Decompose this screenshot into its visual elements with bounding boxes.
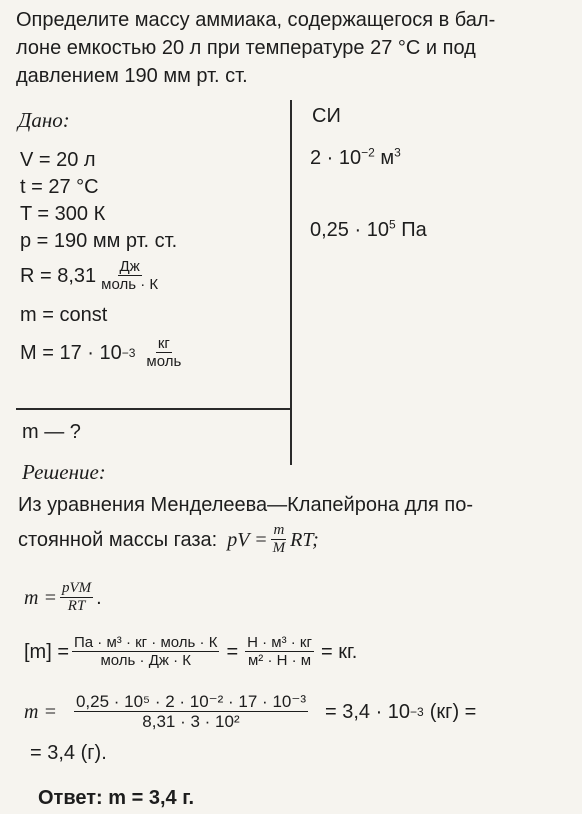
gas-constant-unit	[99, 258, 160, 293]
solution-line-2-prefix: стоянной массы газа:	[18, 528, 218, 551]
si-heading: СИ	[312, 105, 341, 127]
gas-constant-unit-den: моль · К	[101, 276, 159, 293]
si-volume-unit-exp: 3	[394, 145, 401, 160]
answer	[38, 786, 194, 810]
gas-constant-value: R = 8,31	[20, 264, 97, 287]
mass-formula-tail: .	[96, 586, 102, 609]
vertical-divider	[290, 100, 292, 465]
answer-value: m = 3,4 г.	[108, 787, 195, 809]
mass-formula-left: m =	[24, 586, 57, 609]
calculation-den: 8,31 · 3 · 10²	[142, 712, 240, 731]
si-volume	[310, 146, 401, 170]
molar-mass-unit-den: моль	[146, 353, 182, 370]
calculation-unit: (кг) =	[429, 700, 477, 723]
given-pressure: p = 190 мм рт. ст.	[20, 230, 178, 252]
si-pressure-unit: Па	[401, 219, 427, 241]
answer-label: Ответ:	[38, 787, 103, 809]
mass-formula-den: RT	[67, 598, 86, 614]
unit-check	[24, 634, 357, 669]
si-pressure-exp: 5	[388, 217, 396, 232]
unit-check-fraction-2	[245, 634, 314, 669]
find-mass	[22, 420, 81, 444]
horizontal-divider	[16, 408, 292, 410]
solution-line-1: Из уравнения Менделеева—Клапейрона для по-	[18, 494, 474, 516]
molar-mass-unit	[144, 335, 183, 370]
molar-mass-unit-num: кг	[157, 335, 170, 352]
solution-line-2	[18, 522, 319, 557]
problem-line-1: Определите массу аммиака, содержащегося в бал-	[16, 9, 496, 31]
ideal-gas-eq-left: pV =	[227, 528, 268, 551]
problem-line-3: давлением 190 мм рт. ст.	[16, 65, 248, 87]
given-temperature-kelvin: T = 300 К	[20, 203, 106, 225]
find-mass-text: m — ?	[22, 421, 81, 443]
mass-formula-fraction	[60, 580, 93, 615]
given-temperature-celsius: t = 27 °С	[20, 176, 99, 198]
si-volume-base: 2 · 10	[310, 147, 362, 169]
unit-check-den-1: моль · Дж · К	[100, 652, 191, 669]
calculation-result: = 3,4 · 10	[324, 700, 411, 723]
molar-mass-value: M = 17 · 10	[20, 341, 122, 364]
si-volume-unit: м	[380, 147, 395, 169]
ideal-gas-eq-fraction	[271, 522, 288, 557]
given-mass-const: m = const	[20, 304, 108, 326]
unit-check-fraction-1	[72, 634, 219, 669]
si-pressure-base: 0,25 · 10	[310, 219, 389, 241]
ideal-gas-eq-den: M	[272, 540, 286, 556]
unit-check-left: [m] =	[24, 640, 70, 663]
si-volume-exp: −2	[361, 145, 375, 160]
given-volume: V = 20 л	[20, 149, 96, 171]
unit-check-equals: =	[226, 640, 239, 663]
given-molar-mass: M = 17 · 10 −3 $\frac{кг}{\text{моль}}$	[20, 335, 182, 370]
given-heading: Дано:	[18, 108, 70, 132]
calculation: m = $\frac{\text{0,25 · 10⁵ · 2 · 10⁻² · 17 · 10⁻³}}{\text{8,31 · 3 · 10²}}$ = 3,4 · 10 −3 (кг) =	[24, 692, 477, 731]
unit-check-num-1: Па · м³ · кг · моль · К	[74, 634, 218, 651]
calculation-num: 0,25 · 10⁵ · 2 · 10⁻² · 17 · 10⁻³	[75, 692, 306, 711]
unit-check-num-2: Н · м³ · кг	[247, 634, 312, 651]
mass-formula	[24, 580, 102, 615]
solution-heading: Решение:	[22, 460, 106, 484]
calculation-fraction	[74, 692, 308, 731]
gas-constant-unit-num: Дж	[119, 258, 140, 275]
si-pressure	[310, 218, 427, 242]
calculation-left: m =	[24, 700, 57, 723]
unit-check-den-2: м² · Н · м	[247, 652, 312, 669]
ideal-gas-eq-num: m	[273, 522, 285, 538]
ideal-gas-eq-right: RT;	[290, 528, 319, 551]
unit-check-result: = кг.	[320, 640, 358, 663]
calculation-line-2: = 3,4 (г).	[30, 742, 107, 764]
mass-formula-num: pVM	[61, 580, 92, 596]
given-gas-constant	[20, 258, 163, 293]
problem-line-2: лоне емкостью 20 л при температуре 27 °С и под	[16, 37, 476, 59]
